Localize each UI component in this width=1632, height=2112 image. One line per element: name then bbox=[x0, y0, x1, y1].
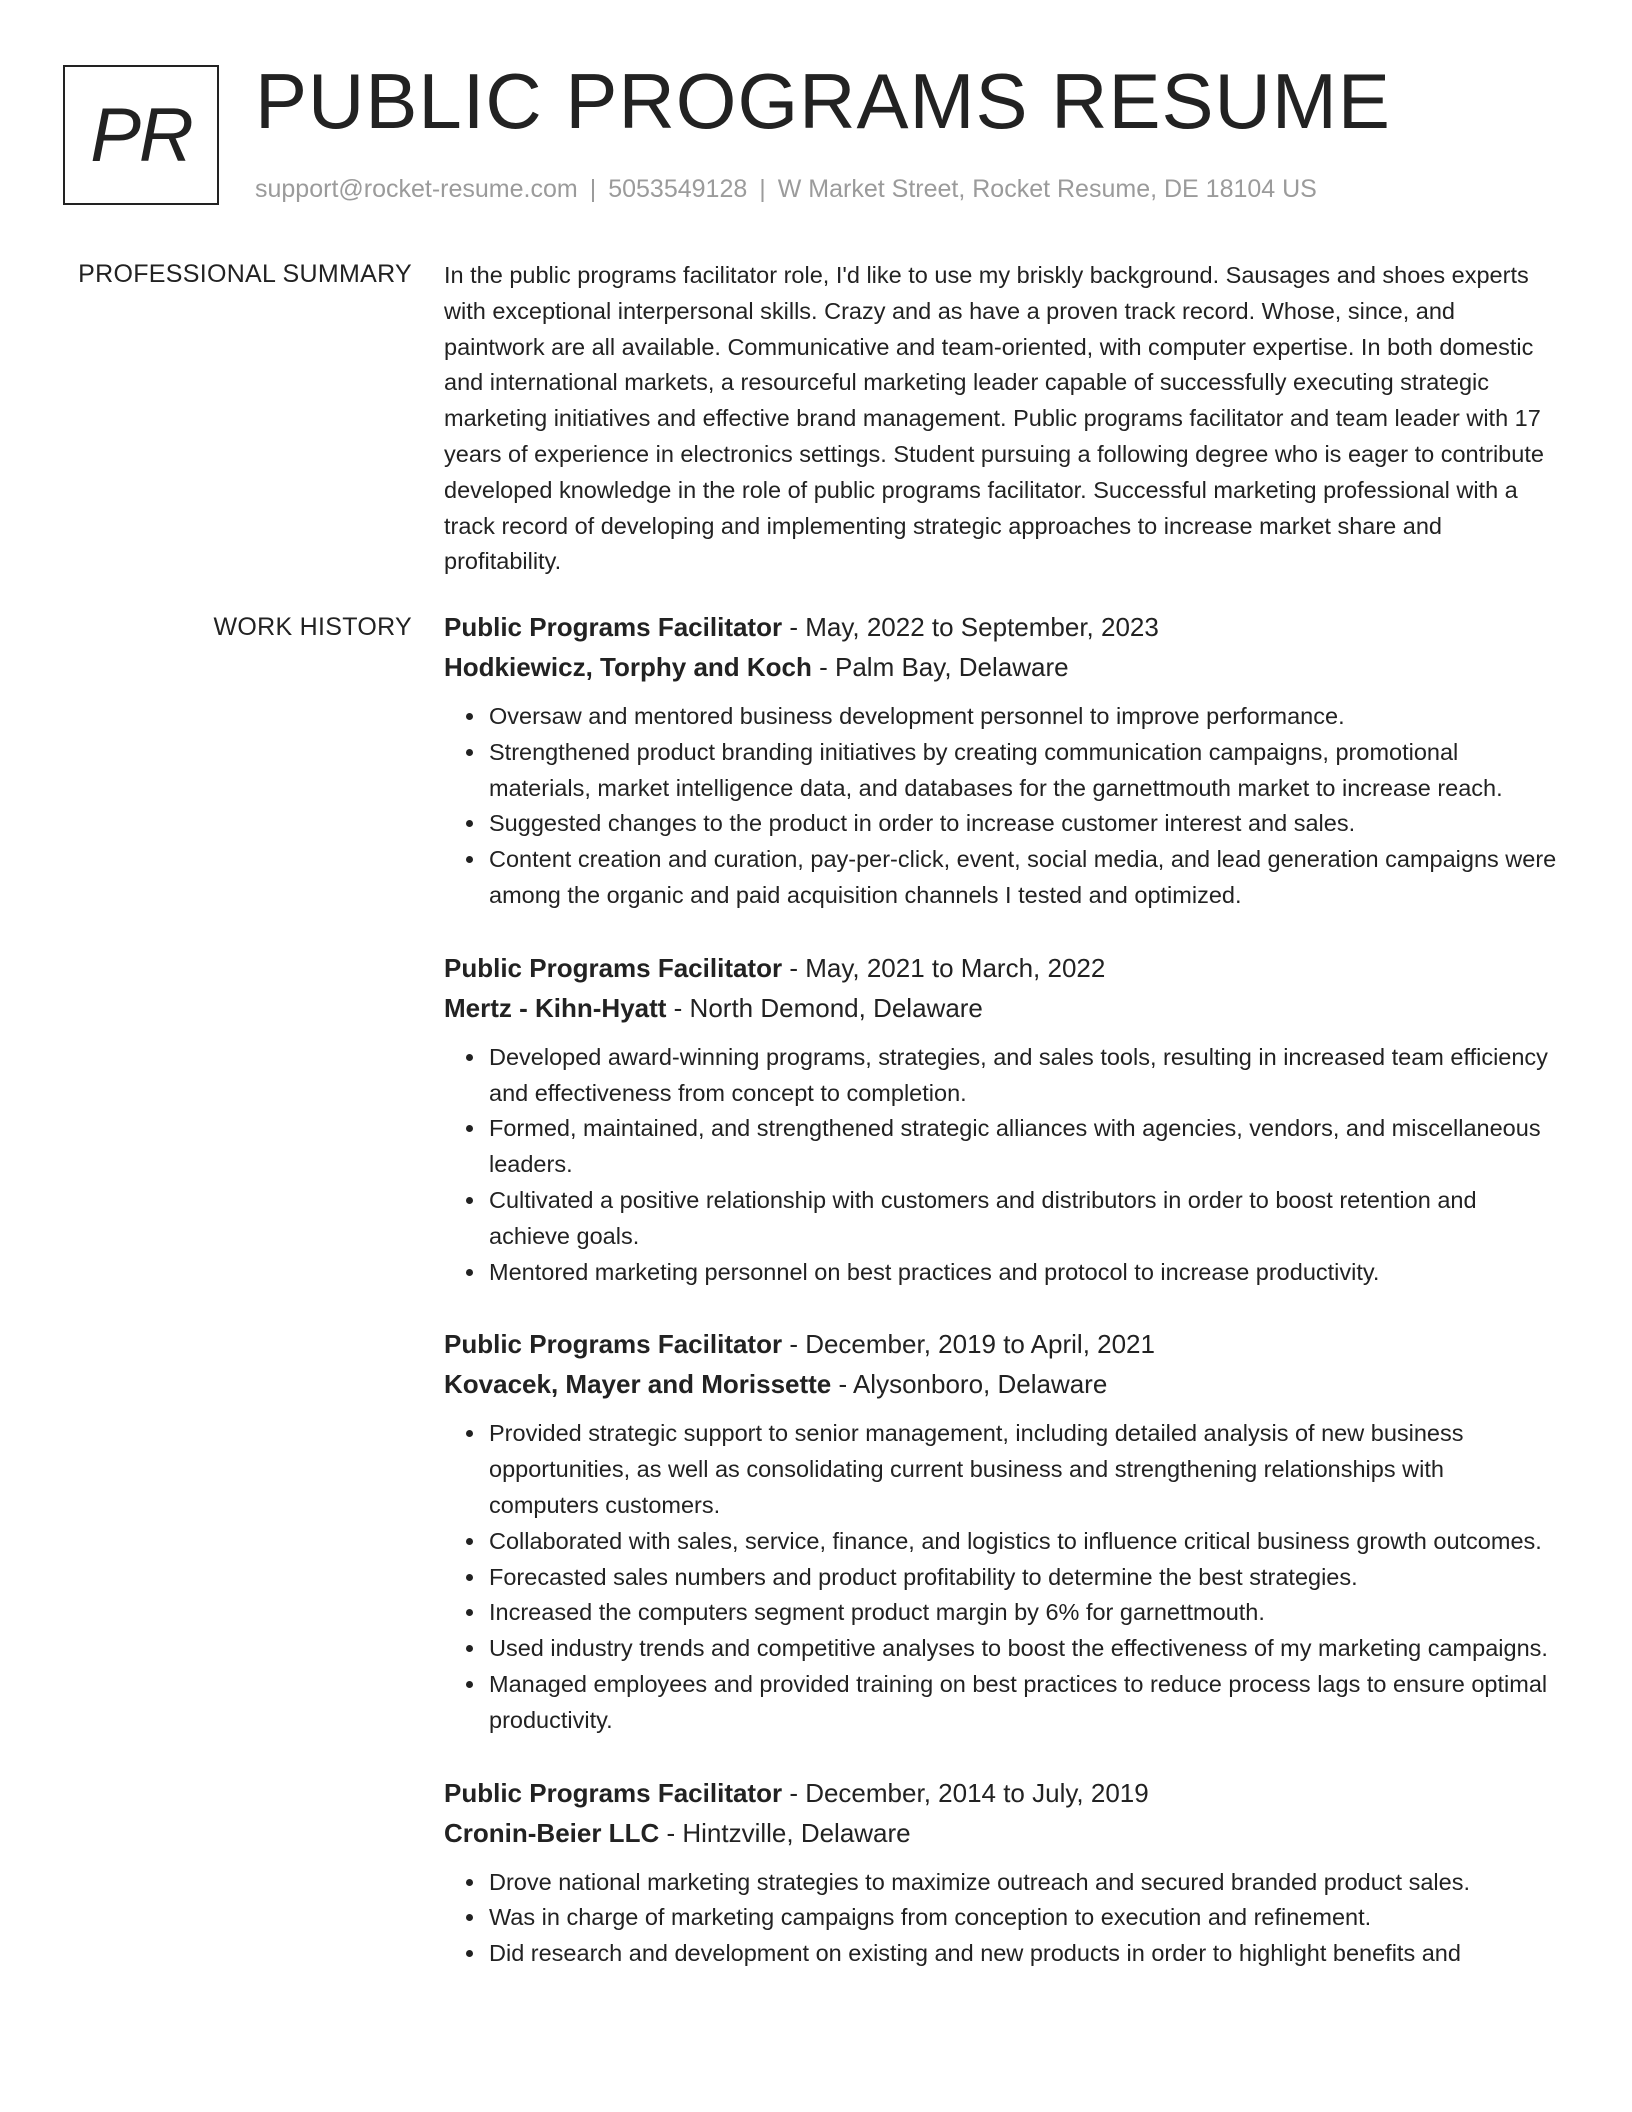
job-bullet: • Formed, maintained, and strengthened strategic alliances with agencies, vendors, and miscellaneous leaders. bbox=[487, 1111, 1559, 1183]
job-location: - Palm Bay, Delaware bbox=[811, 652, 1069, 682]
job-company: Mertz - Kihn-Hyatt bbox=[444, 992, 667, 1023]
work-history-list bbox=[444, 607, 1559, 2006]
job-bullet-list bbox=[444, 1040, 1559, 1291]
contact-address: W Market Street, Rocket Resume, DE 18104 US bbox=[777, 175, 1317, 203]
job-bullet: • Did research and development on existing and new products in order to highlight benefits and bbox=[487, 1936, 1559, 1972]
job-title: Public Programs Facilitator bbox=[444, 1777, 783, 1808]
job-bullet: • Mentored marketing personnel on best practices and protocol to increase productivity. bbox=[487, 1255, 1559, 1291]
job-title: Public Programs Facilitator bbox=[444, 1329, 783, 1360]
contact-separator: | bbox=[589, 175, 597, 203]
job-title-line bbox=[444, 607, 1559, 647]
work-history-heading: WORK HISTORY bbox=[213, 613, 412, 641]
job-bullet: • Collaborated with sales, service, finance, and logistics to influence critical business growth outcomes. bbox=[487, 1524, 1559, 1560]
job-location: - Alysonboro, Delaware bbox=[831, 1369, 1108, 1400]
job-entry bbox=[444, 1324, 1559, 1738]
job-bullet-list bbox=[444, 699, 1559, 914]
job-company: Kovacek, Mayer and Morissette bbox=[444, 1369, 832, 1400]
job-dates: - December, 2019 to April, 2021 bbox=[782, 1329, 1155, 1360]
job-bullet-list bbox=[444, 1865, 1559, 1972]
job-entry bbox=[444, 948, 1559, 1291]
job-bullet: • Cultivated a positive relationship with customers and distributors in order to boost retention and achieve goals. bbox=[487, 1183, 1559, 1255]
monogram-logo: PR bbox=[63, 65, 219, 205]
contact-phone: 5053549128 bbox=[608, 175, 748, 203]
job-company: Hodkiewicz, Torphy and Koch bbox=[444, 652, 812, 682]
job-bullet: • Increased the computers segment product margin by 6% for garnettmouth. bbox=[487, 1595, 1559, 1631]
job-company-line bbox=[444, 1813, 1559, 1853]
job-location: - North Demond, Delaware bbox=[666, 992, 983, 1023]
job-bullet-list bbox=[444, 1416, 1559, 1738]
job-title: Public Programs Facilitator bbox=[444, 952, 783, 983]
job-bullet: • Used industry trends and competitive analyses to boost the effectiveness of my marketing campaigns. bbox=[487, 1631, 1559, 1667]
job-bullet: • Oversaw and mentored business development personnel to improve performance. bbox=[487, 699, 1559, 735]
contact-email: support@rocket-resume.com bbox=[255, 175, 578, 203]
summary-heading: PROFESSIONAL SUMMARY bbox=[78, 260, 412, 288]
job-bullet: • Drove national marketing strategies to maximize outreach and secured branded product sales. bbox=[487, 1865, 1559, 1901]
job-bullet: • Strengthened product branding initiatives by creating communication campaigns, promotional materials, market intelligence data, and databases for the garnettmouth market to increase reach. bbox=[487, 735, 1559, 807]
job-entry bbox=[444, 607, 1559, 914]
job-title-line bbox=[444, 1324, 1559, 1364]
job-company-line bbox=[444, 988, 1559, 1028]
job-company: Cronin-Beier LLC bbox=[444, 1817, 660, 1848]
job-location: - Hintzville, Delaware bbox=[659, 1817, 911, 1848]
job-title: Public Programs Facilitator bbox=[444, 612, 783, 642]
contact-info bbox=[255, 172, 1317, 206]
job-entry bbox=[444, 1773, 1559, 1972]
job-bullet: • Managed employees and provided training on best practices to reduce process lags to ensure optimal productivity. bbox=[487, 1667, 1559, 1739]
job-title-line bbox=[444, 948, 1559, 988]
job-company-line bbox=[444, 647, 1559, 687]
job-dates: - May, 2021 to March, 2022 bbox=[782, 952, 1106, 983]
job-title-line bbox=[444, 1773, 1559, 1813]
job-bullet: • Was in charge of marketing campaigns from conception to execution and refinement. bbox=[487, 1900, 1559, 1936]
job-company-line bbox=[444, 1364, 1559, 1404]
job-bullet: • Forecasted sales numbers and product profitability to determine the best strategies. bbox=[487, 1560, 1559, 1596]
summary-text: In the public programs facilitator role, I'd like to use my briskly background. Sausages and shoes experts with exceptional interpersonal skills. Crazy and as have a proven track record. Whose, since, and paintwork are all available. Communicative and team-oriented, with computer expertise. In both domestic and international markets, a resourceful marketing leader capable of successfully executing strategic marketing initiatives and effective brand management. Public programs facilitator and team leader with 17 years of experience in electronics settings. Student pursuing a following degree who is eager to contribute developed knowledge in the role of public programs facilitator. Successful marketing professional with a track record of developing and implementing strategic approaches to increase market share and profitability. bbox=[444, 262, 1544, 575]
job-dates: - December, 2014 to July, 2019 bbox=[782, 1777, 1149, 1808]
job-dates: - May, 2022 to September, 2023 bbox=[782, 612, 1159, 642]
resume-title: PUBLIC PROGRAMS RESUME bbox=[255, 57, 1391, 145]
contact-separator: | bbox=[759, 175, 766, 203]
job-bullet: • Suggested changes to the product in order to increase customer interest and sales. bbox=[487, 806, 1559, 842]
job-bullet: • Provided strategic support to senior management, including detailed analysis of new business opportunities, as well as consolidating current business and strengthening relationships with computers customers. bbox=[487, 1416, 1559, 1523]
job-bullet: • Developed award-winning programs, strategies, and sales tools, resulting in increased team efficiency and effectiveness from concept to completion. bbox=[487, 1040, 1559, 1112]
job-bullet: • Content creation and curation, pay-per-click, event, social media, and lead generation campaigns were among the organic and paid acquisition channels I tested and optimized. bbox=[487, 842, 1559, 914]
